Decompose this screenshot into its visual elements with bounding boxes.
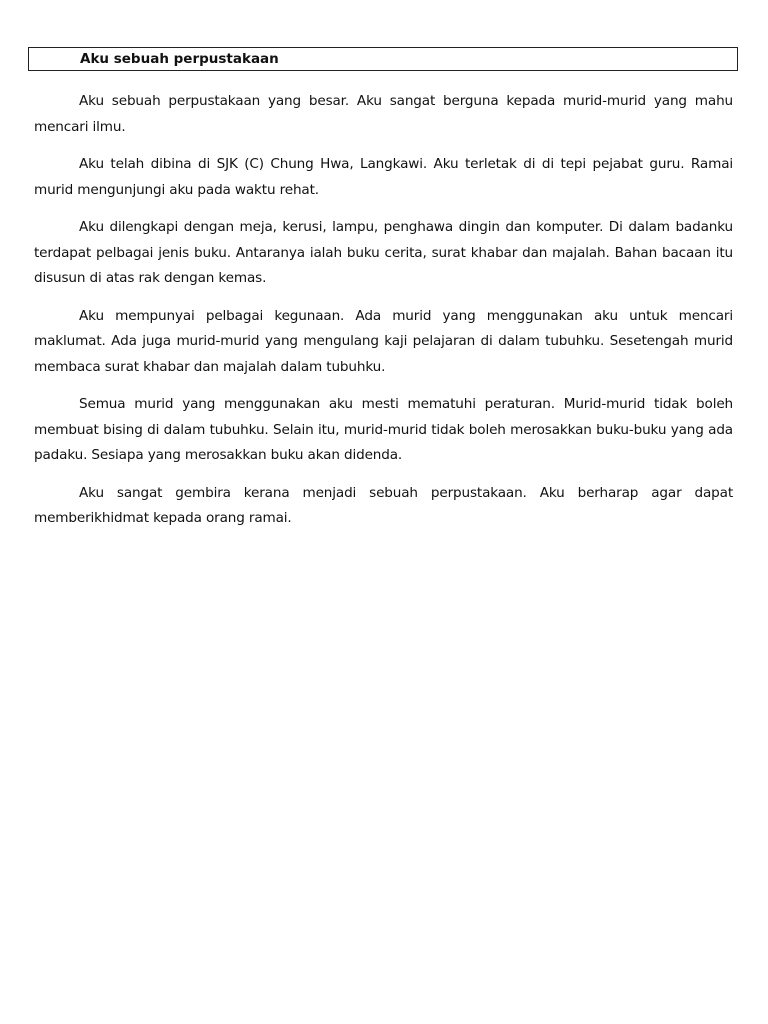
paragraph-2: Aku telah dibina di SJK (C) Chung Hwa, Langkawi. Aku terletak di di tepi pejabat guru. Ramai murid mengunjungi aku pada waktu rehat. bbox=[34, 156, 733, 198]
paragraph-5: Semua murid yang menggunakan aku mesti mematuhi peraturan. Murid-murid tidak boleh membuat bising di dalam tubuhku. Selain itu, murid-murid tidak boleh merosakkan buku-buku yang ada padaku. Sesiapa yang merosakkan buku akan didenda. bbox=[34, 396, 733, 463]
paragraph-6: Aku sangat gembira kerana menjadi sebuah perpustakaan. Aku berharap agar dapat memberikhidmat kepada orang ramai. bbox=[34, 484, 733, 526]
paragraph-4: Aku mempunyai pelbagai kegunaan. Ada murid yang menggunakan aku untuk mencari maklumat. Ada juga murid-murid yang mengulang kaji pelajaran di dalam tubuhku. Sesetengah murid membaca surat khabar dan majalah dalam tubuhku. bbox=[34, 307, 733, 375]
essay-title: Aku sebuah perpustakaan bbox=[80, 51, 279, 67]
essay-body bbox=[34, 89, 733, 544]
title-box bbox=[28, 47, 738, 71]
paragraph-1: Aku sebuah perpustakaan yang besar. Aku sangat berguna kepada murid-murid yang mahu mencari ilmu. bbox=[34, 93, 733, 135]
paragraph-3: Aku dilengkapi dengan meja, kerusi, lampu, penghawa dingin dan komputer. Di dalam badanku terdapat pelbagai jenis buku. Antaranya ialah buku cerita, surat khabar dan majalah. Bahan bacaan itu disusun di atas rak dengan kemas. bbox=[34, 219, 733, 286]
